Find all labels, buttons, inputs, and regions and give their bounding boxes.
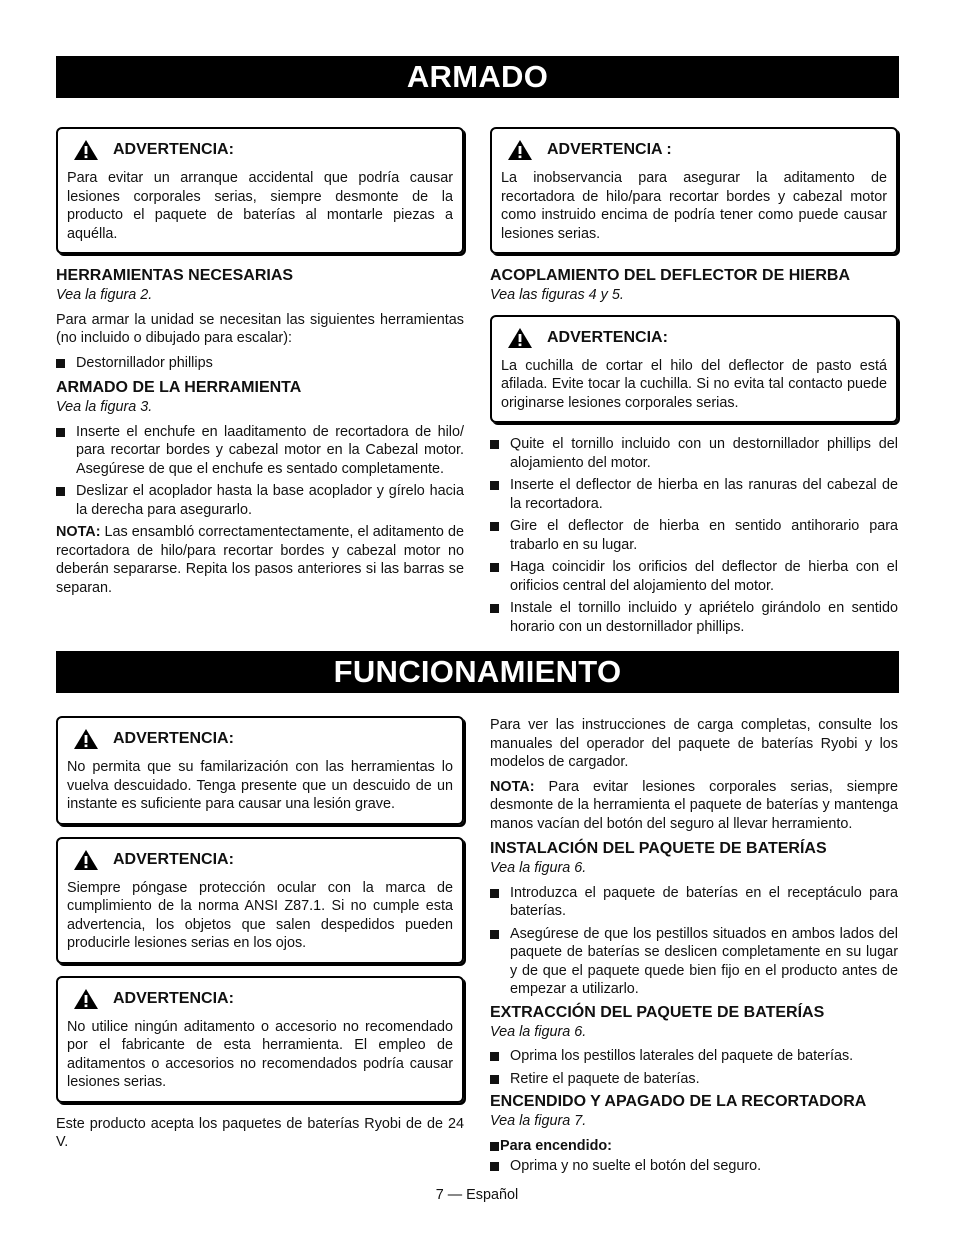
section-heading: HERRAMIENTAS NECESARIAS: [56, 267, 294, 284]
bullet-list: [490, 1047, 898, 1088]
warning-text: La cuchilla de cortar el hilo del deflector de pasto está afilada. Evite tocar la cuchilla. Si no evita tal contacto puede originarse lesiones corporales serias.: [501, 357, 887, 411]
warning-box: [56, 716, 464, 825]
section-heading: ARMADO DE LA HERRAMIENTA: [56, 379, 302, 396]
figure-reference: Vea la figura 3.: [56, 399, 153, 415]
warning-heading: ADVERTENCIA:: [113, 850, 234, 868]
warning-box: [56, 127, 464, 254]
warning-heading: ADVERTENCIA:: [113, 989, 234, 1007]
armado-right-column: [490, 127, 898, 640]
warning-triangle-icon: [507, 327, 533, 349]
bullet-list: [490, 884, 898, 999]
warning-triangle-icon: [73, 988, 99, 1010]
list-item: Introduzca el paquete de baterías en el receptáculo para baterías.: [490, 884, 898, 921]
bullet-list: [56, 354, 464, 373]
warning-box: [56, 837, 464, 964]
bullet-list: [56, 423, 464, 520]
list-item: Destornillador phillips: [56, 354, 464, 373]
list-item: Oprima los pestillos laterales del paquete de baterías.: [490, 1047, 898, 1066]
list-item: Oprima y no suelte el botón del seguro.: [490, 1157, 898, 1176]
warning-triangle-icon: [73, 849, 99, 871]
figure-reference: Vea la figura 6.: [490, 1023, 587, 1040]
bullet-square-icon: [56, 428, 65, 437]
bullet-list: [490, 435, 898, 636]
warning-text: No utilice ningún aditamento o accesorio no recomendado por el fabricante de esta herramienta. El empleo de aditamentos o accesorios no recomendados podría causar lesiones serias.: [67, 1018, 453, 1090]
sub-heading: Para encendido:: [490, 1137, 898, 1156]
bullet-square-icon: [490, 522, 499, 531]
warning-triangle-icon: [73, 728, 99, 750]
bullet-square-icon: [56, 487, 65, 496]
paragraph: Este producto acepta los paquetes de baterías Ryobi de de 24 V.: [56, 1115, 464, 1150]
bullet-square-icon: [490, 889, 499, 898]
paragraph: Para armar la unidad se necesitan las siguientes herramientas (no incluido o dibujado para escalar):: [56, 311, 464, 346]
warning-text: La inobservancia para asegurar la aditamento de recortadora de hilo/para recortar bordes y cabezal motor como instruido encima de podría tener como puede causar lesiones serias.: [501, 170, 887, 242]
list-item: Gire el deflector de hierba en sentido antihorario para trabarlo en su lugar.: [490, 517, 898, 554]
section-heading: ENCENDIDO Y APAGADO DE LA RECORTADORA: [490, 1093, 867, 1110]
note-paragraph: [56, 523, 464, 597]
list-item: Inserte el deflector de hierba en las ranuras del cabezal de la recortadora.: [490, 476, 898, 513]
figure-reference: Vea las figuras 4 y 5.: [490, 287, 624, 303]
warning-box: [490, 127, 898, 254]
bullet-square-icon: [490, 481, 499, 490]
warning-heading: ADVERTENCIA:: [113, 141, 234, 158]
bullet-square-icon: [490, 563, 499, 572]
warning-text: No permita que su familarización con las herramientas lo vuelva descuidado. Tenga presente que un descuido de un instante es suficiente para causar una lesión grave.: [67, 759, 453, 812]
funcionamiento-right-column: [490, 716, 898, 1180]
note-text: Las ensambló correctamentectamente, el aditamento de recortadora de hilo/para recortar bordes y cabezal motor no deberán separarse. Repita los pasos anteriores si las barras se separan.: [56, 524, 464, 596]
figure-reference: Vea la figura 2.: [56, 287, 153, 303]
warning-box: [56, 976, 464, 1103]
warning-heading: ADVERTENCIA:: [113, 730, 234, 747]
bullet-square-icon: [490, 1162, 499, 1171]
section-heading: EXTRACCIÓN DEL PAQUETE DE BATERÍAS: [490, 1003, 825, 1021]
bullet-square-icon: [490, 1142, 499, 1151]
list-item: Haga coincidir los orificios del deflector de hierba con el orificios central del alojamiento del motor.: [490, 558, 898, 595]
paragraph: Para ver las instrucciones de carga completas, consulte los manuales del operador del paquete de baterías Ryobi y los modelos de cargador.: [490, 717, 898, 770]
figure-reference: Vea la figura 7.: [490, 1113, 587, 1129]
warning-text: Para evitar un arranque accidental que podría causar lesiones corporales serias, siempre desmonte de la producto el paquete de baterías al montarle piezas a aquélla.: [67, 170, 453, 242]
note-text: Para evitar lesiones corporales serias, siempre desmonte de la herramienta el paquete de baterías y mantenga manos vacían del botón del seguro al llevar herramiento.: [490, 778, 898, 832]
note-label: NOTA:: [56, 524, 101, 540]
armado-left-column: [56, 127, 464, 597]
bullet-square-icon: [490, 930, 499, 939]
warning-heading: ADVERTENCIA :: [547, 141, 672, 158]
list-item: Instale el tornillo incluido y apriételo girándolo en sentido horario con un destornillador phillips.: [490, 599, 898, 636]
warning-triangle-icon: [507, 139, 533, 161]
page-footer: 7 — Español: [435, 1187, 519, 1203]
figure-reference: Vea la figura 6.: [490, 860, 587, 876]
note-paragraph: [490, 778, 898, 834]
warning-box: [490, 315, 898, 424]
section-heading: ACOPLAMIENTO DEL DEFLECTOR DE HIERBA: [490, 267, 851, 284]
warning-heading: ADVERTENCIA:: [547, 328, 668, 346]
bullet-square-icon: [490, 1052, 499, 1061]
bullet-square-icon: [490, 604, 499, 613]
list-item: Deslizar el acoplador hasta la base acoplador y gírelo hacia la derecha para asegurarlo.: [56, 482, 464, 519]
note-label: NOTA:: [490, 778, 535, 795]
bullet-square-icon: [490, 1075, 499, 1084]
funcionamiento-left-column: [56, 716, 464, 1152]
list-item: Asegúrese de que los pestillos situados en ambos lados del paquete de baterías se deslicen completamente en su lugar y de que el paquete quede bien fijo en el producto antes de empezar a utilizarlo.: [490, 925, 898, 999]
bullet-square-icon: [56, 359, 65, 368]
list-item: Retire el paquete de baterías.: [490, 1070, 898, 1089]
list-item: Inserte el enchufe en laaditamento de recortadora de hilo/ para recortar bordes y cabezal motor en la Cabezal motor. Asegúrese de que el enchufe es sentado completamente.: [56, 423, 464, 479]
section-title-armado: ARMADO: [56, 56, 899, 98]
bullet-list: [490, 1157, 898, 1176]
section-heading: INSTALACIÓN DEL PAQUETE DE BATERÍAS: [490, 840, 827, 857]
warning-text: Siempre póngase protección ocular con la marca de cumplimiento de la norma ANSI Z87.1. Si no cumple esta advertencia, los objetos que salen despedidos pueden producirle lesiones serias en los ojos.: [67, 879, 453, 951]
section-title-funcionamiento: FUNCIONAMIENTO: [56, 651, 899, 693]
list-item: Quite el tornillo incluido con un destornillador phillips del alojamiento del motor.: [490, 435, 898, 472]
bullet-square-icon: [490, 440, 499, 449]
warning-triangle-icon: [73, 139, 99, 161]
